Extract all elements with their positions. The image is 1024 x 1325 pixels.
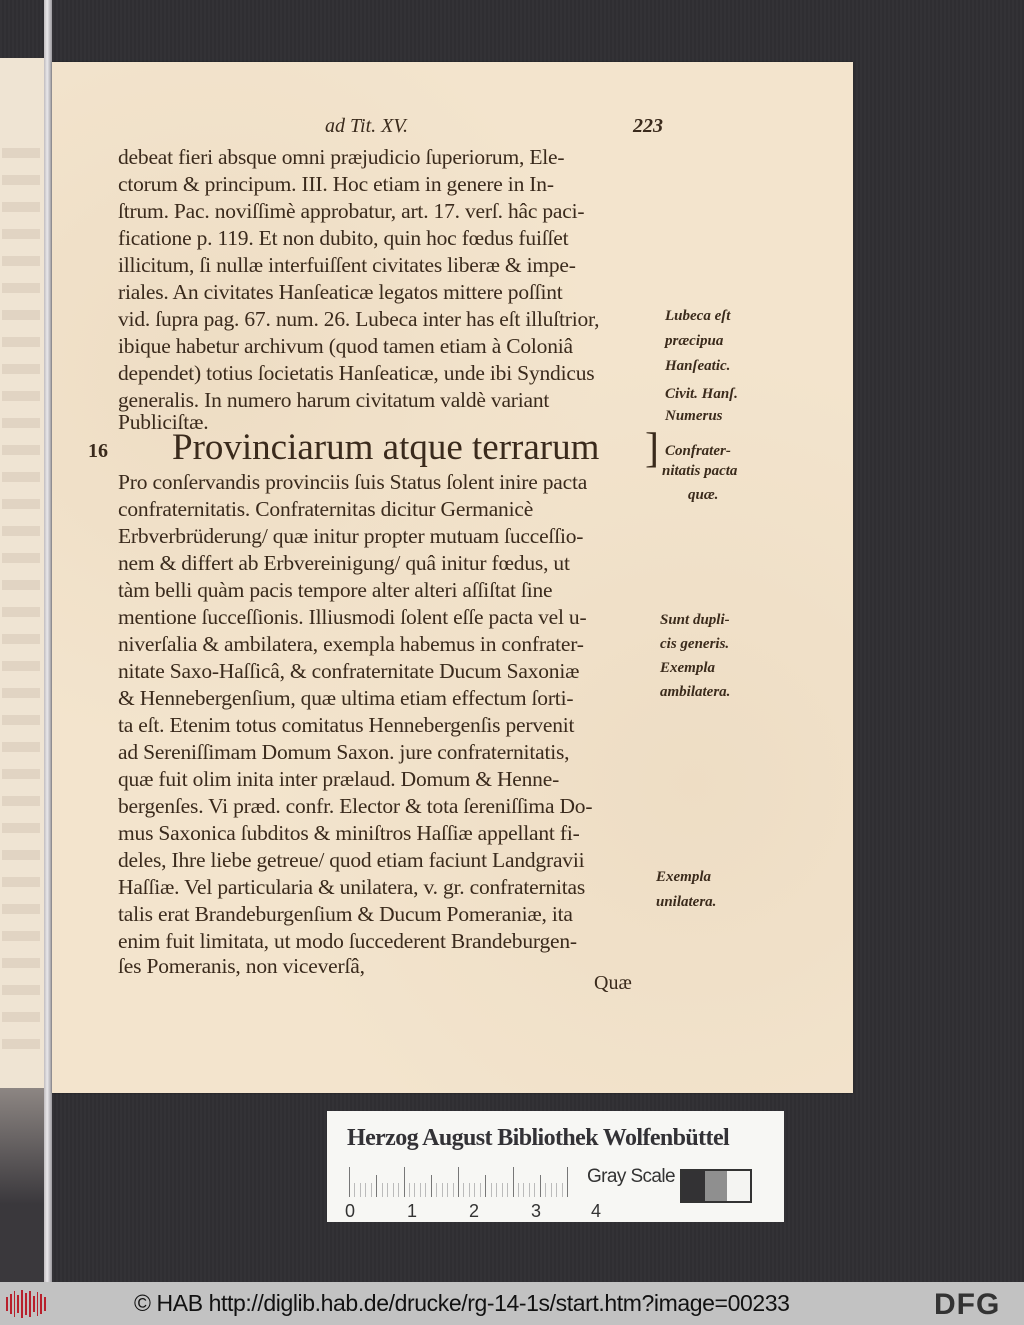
ruler-tick [349, 1167, 350, 1197]
text-line: bergenſes. Vi præd. confr. Elector & tota ſereniſſima Do- [118, 794, 593, 818]
text-line: ibique habetur archivum (quod tamen etiam à Coloniâ [118, 334, 573, 358]
text-line: nitate Saxo-Haſſicâ, & confraternitate Ducum Saxoniæ [118, 659, 580, 683]
heading-bracket: ] [645, 426, 659, 472]
ruler-tick [371, 1183, 372, 1197]
ruler-tick [458, 1167, 459, 1197]
text-line: & Hennebergenſium, quæ ultima etiam effectum ſorti- [118, 686, 574, 710]
gray-swatch [705, 1171, 728, 1201]
dfg-logo-icon: DFG [934, 1288, 1001, 1321]
show-through-text [2, 742, 40, 752]
hab-logo-icon [6, 1290, 46, 1318]
ruler-tick [534, 1183, 535, 1197]
margin-note: Sunt dupli- [660, 612, 730, 628]
show-through-text [2, 472, 40, 482]
margin-note: Exempla [660, 660, 715, 676]
ruler-tick [398, 1183, 399, 1197]
show-through-text [2, 337, 40, 347]
text-line: enim fuit limitata, ut modo ſuccederent Brandeburgen- [118, 929, 577, 953]
ruler-tick [474, 1183, 475, 1197]
text-line: Haſſiæ. Vel particularia & unilatera, v. gr. confraternitas [118, 875, 586, 899]
ruler-tick [365, 1183, 366, 1197]
margin-note: Confrater- [665, 443, 731, 459]
ruler-tick [420, 1183, 421, 1197]
copyright-url[interactable]: © HAB http://diglib.hab.de/drucke/rg-14-1s/start.htm?image=00233 [134, 1290, 790, 1316]
text-line: vid. ſupra pag. 67. num. 26. Lubeca inter has eſt illuſtrior, [118, 307, 600, 331]
ruler-tick [551, 1183, 552, 1197]
ruler-tick [491, 1183, 492, 1197]
text-line: Pro conſervandis provinciis ſuis Status ſolent inire pacta [118, 470, 588, 494]
margin-note: quæ. [688, 487, 719, 503]
text-line: nem & differt ab Erbvereinigung/ quâ initur fœdus, ut [118, 551, 570, 575]
section-heading: Provinciarum atque terrarum [172, 427, 600, 468]
ruler-tick [562, 1183, 563, 1197]
ruler-tick [414, 1183, 415, 1197]
text-line: quæ fuit olim inita inter prælaud. Domum & Henne- [118, 767, 560, 791]
show-through-text [2, 904, 40, 914]
show-through-text [2, 148, 40, 158]
show-through-text [2, 661, 40, 671]
margin-note: Exempla [656, 869, 711, 885]
show-through-text [2, 553, 40, 563]
scale-ruler [349, 1167, 575, 1197]
margin-note: nitatis pacta [662, 463, 738, 479]
show-through-text [2, 499, 40, 509]
show-through-text [2, 985, 40, 995]
gray-swatch [727, 1171, 750, 1201]
show-through-text [2, 256, 40, 266]
ruler-tick [567, 1167, 568, 1197]
library-name: Herzog August Bibliothek Wolfenbüttel [347, 1125, 730, 1151]
margin-note: Hanſeatic. [665, 358, 731, 374]
margin-note: unilatera. [656, 894, 717, 910]
show-through-text [2, 1039, 40, 1049]
ruler-tick [360, 1183, 361, 1197]
text-line: Publiciſtæ. [118, 410, 209, 434]
ruler-tick [502, 1183, 503, 1197]
show-through-text [2, 931, 40, 941]
show-through-text [2, 958, 40, 968]
show-through-text [2, 877, 40, 887]
ruler-tick [507, 1183, 508, 1197]
text-line: ta eſt. Etenim totus comitatus Hennebergenſis pervenit [118, 713, 575, 737]
running-head: ad Tit. XV. [325, 115, 408, 137]
show-through-text [2, 445, 40, 455]
show-through-text [2, 364, 40, 374]
text-line: ſes Pomeranis, non viceverſâ, [118, 954, 365, 978]
ruler-tick [409, 1183, 410, 1197]
ruler-label: 1 [407, 1201, 418, 1221]
ruler-tick [442, 1183, 443, 1197]
section-number: 16 [88, 440, 108, 462]
ruler-tick [436, 1183, 437, 1197]
show-through-text [2, 580, 40, 590]
page-number: 223 [633, 115, 663, 137]
show-through-text [2, 769, 40, 779]
ruler-tick [382, 1183, 383, 1197]
catchword: Quæ [594, 972, 632, 994]
ruler-tick [529, 1183, 530, 1197]
viewer-footer [0, 1282, 1024, 1325]
show-through-text [2, 607, 40, 617]
text-line: generalis. In numero harum civitatum valdè variant [118, 388, 550, 412]
gray-scale-swatch [680, 1169, 752, 1203]
show-through-text [2, 634, 40, 644]
book-gutter [44, 0, 52, 1282]
ruler-label: 0 [345, 1201, 356, 1221]
show-through-text [2, 175, 40, 185]
calibration-card [327, 1111, 784, 1222]
ruler-tick [556, 1183, 557, 1197]
margin-note: cis generis. [660, 636, 730, 652]
show-through-text [2, 229, 40, 239]
ruler-tick [545, 1183, 546, 1197]
show-through-text [2, 418, 40, 428]
ruler-label: 4 [591, 1201, 602, 1221]
adjacent-page-edge [0, 58, 45, 1088]
text-line: riales. An civitates Hanſeaticæ legatos mittere poſſint [118, 280, 563, 304]
ruler-tick [496, 1183, 497, 1197]
text-line: ficatione p. 119. Et non dubito, quin hoc fœdus fuiſſet [118, 226, 569, 250]
margin-note: Civit. Hanſ. [665, 386, 738, 402]
ruler-tick [523, 1183, 524, 1197]
ruler-tick [518, 1183, 519, 1197]
text-line: illicitum, ſi nullæ interfuiſſent civitates liberæ & impe- [118, 253, 576, 277]
show-through-text [2, 283, 40, 293]
show-through-text [2, 1012, 40, 1022]
text-line: deles, Ihre liebe getreue/ quod etiam faciunt Landgravii [118, 848, 585, 872]
text-line: mentione ſucceſſionis. Illiusmodi ſolent eſſe pacta vel u- [118, 605, 587, 629]
ruler-tick [376, 1175, 377, 1197]
text-line: ad Sereniſſimam Domum Saxon. jure confraternitatis, [118, 740, 570, 764]
ruler-tick [453, 1183, 454, 1197]
ruler-tick [513, 1167, 514, 1197]
text-line: ſtrum. Pac. noviſſimè approbatur, art. 17. verſ. hâc paci- [118, 199, 585, 223]
show-through-text [2, 688, 40, 698]
text-line: mus Saxonica ſubditos & miniſtros Haſſiæ appellant fi- [118, 821, 580, 845]
ruler-tick [431, 1175, 432, 1197]
ruler-label: 3 [531, 1201, 542, 1221]
ruler-tick [485, 1175, 486, 1197]
show-through-text [2, 202, 40, 212]
ruler-label: 2 [469, 1201, 480, 1221]
ruler-tick [463, 1183, 464, 1197]
ruler-tick [425, 1183, 426, 1197]
ruler-tick [404, 1167, 405, 1197]
ruler-tick [354, 1183, 355, 1197]
adjacent-page-shadow [0, 1088, 44, 1282]
ruler-tick [393, 1183, 394, 1197]
show-through-text [2, 850, 40, 860]
text-line: Erbverbrüderung/ quæ initur propter mutuam ſucceſſio- [118, 524, 584, 548]
margin-note: præcipua [665, 333, 724, 349]
text-line: tàm belli quàm pacis tempore alter alteri aſſiſtat ſine [118, 578, 553, 602]
ruler-tick [480, 1183, 481, 1197]
ruler-tick [387, 1183, 388, 1197]
gray-swatch [682, 1171, 705, 1201]
text-line: debeat fieri absque omni præjudicio ſuperiorum, Ele- [118, 145, 565, 169]
text-line: dependet) totius ſocietatis Hanſeaticæ, unde ibi Syndicus [118, 361, 595, 385]
text-line: niverſalia & ambilatera, exempla habemus in confrater- [118, 632, 584, 656]
text-line: confraternitatis. Confraternitas dicitur Germanicè [118, 497, 534, 521]
show-through-text [2, 823, 40, 833]
text-line: talis erat Brandeburgenſium & Ducum Pomeraniæ, ita [118, 902, 573, 926]
margin-note: Lubeca eſt [665, 308, 731, 324]
show-through-text [2, 796, 40, 806]
show-through-text [2, 526, 40, 536]
ruler-tick [469, 1183, 470, 1197]
ruler-tick [447, 1183, 448, 1197]
margin-note: Numerus [665, 408, 723, 424]
show-through-text [2, 391, 40, 401]
margin-note: ambilatera. [660, 684, 731, 700]
gray-scale-label: Gray Scale [587, 1166, 675, 1187]
ruler-tick [540, 1175, 541, 1197]
show-through-text [2, 715, 40, 725]
text-line: ctorum & principum. III. Hoc etiam in genere in In- [118, 172, 554, 196]
show-through-text [2, 310, 40, 320]
